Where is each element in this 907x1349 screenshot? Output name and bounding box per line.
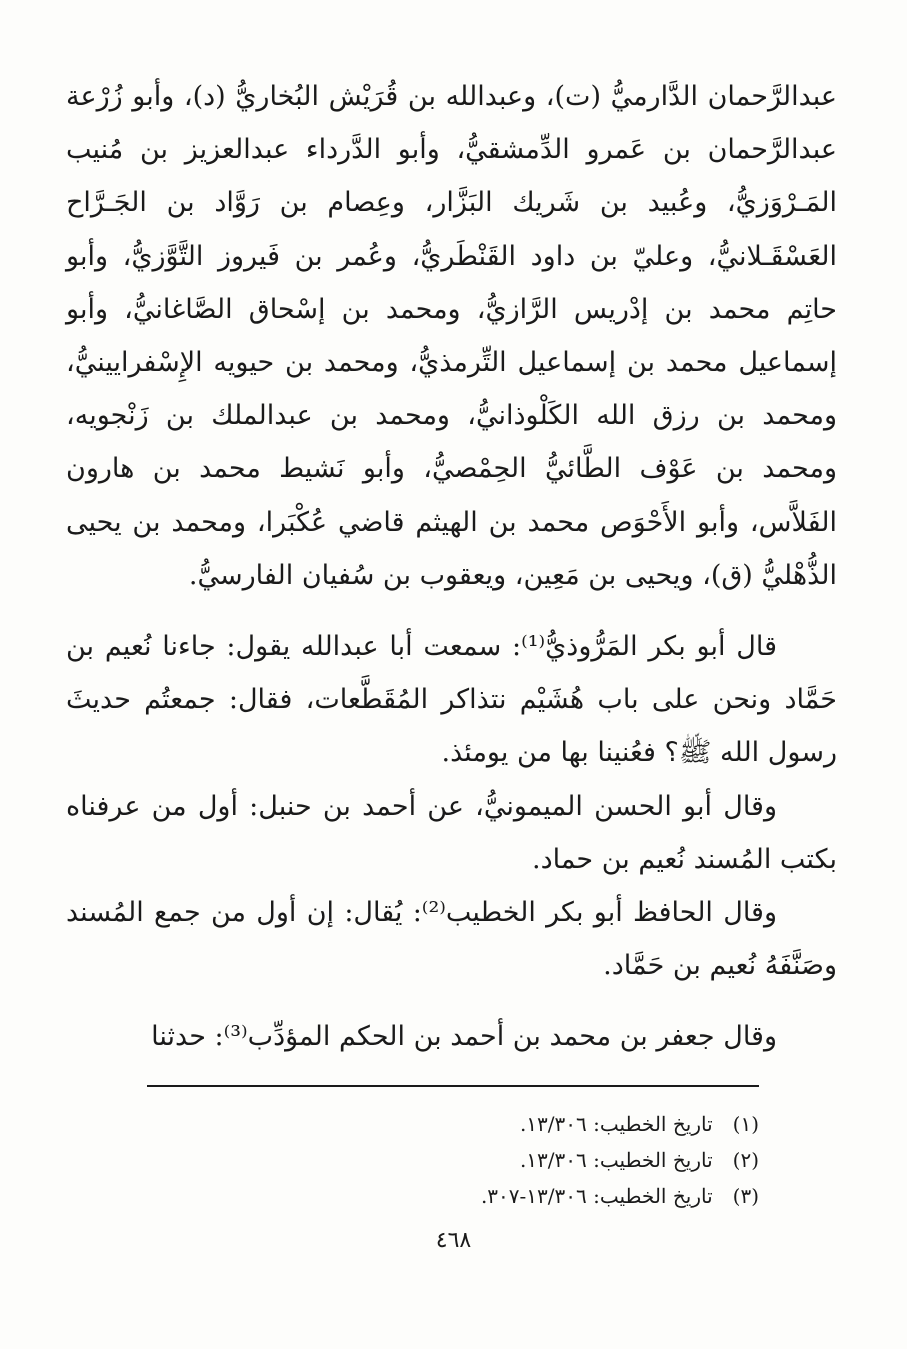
paragraph-narrators: عبدالرَّحمان الدَّارميُّ (ت)، وعبدالله بن قُرَيْش البُخاريُّ (د)، وأبو زُرْعة عبدالرَّحمان بن عَمرو الدِّمشقيُّ، وأبو الدَّرداء عبدالعزيز بن مُنيب المَـرْوَزيُّ، وعُبيد بن شَريك البَزَّار، وعِصام بن رَوَّاد بن الجَـرَّاح العَسْقَـلانيُّ، وعليّ بن داود القَنْطَريُّ، وعُمر بن فَيروز التَّوَّزيُّ، وأبو حاتِم محمد بن إدْريس الرَّازيُّ، ومحمد بن إسْحاق الصَّاغانيُّ، وأبو إسماعيل محمد بن إسماعيل التِّرمذيُّ، ومحمد بن حيويه الإِسْفرايينيُّ، ومحمد بن رزق الله الكَلْوذانيُّ، ومحمد بن عبدالملك بن زَنْجويه، ومحمد بن عَوْف الطَّائيُّ الحِمْصيُّ، وأبو نَشيط محمد بن هارون الفَلاَّس، وأبو الأَحْوَص محمد بن الهيثم قاضي عُكْبَرا، ومحمد بن يحيى الذُّهْليُّ (ق)، ويحيى بن مَعِين، ويعقوب بن سُفيان الفارسيُّ. [66,81,837,591]
paragraph-marwazi: قال أبو بكر المَرُّوذيُّ⁽¹⁾: سمعت أبا عبدالله يقول: جاءنا نُعيم بن حَمَّاد ونحن على باب هُشَيْم نتذاكر المُقَطَّعات، فقال: جمعتُم حديثَ رسول الله ﷺ؟ فعُنينا بها من يومئذ. [66,631,837,769]
paragraph-jafar: وقال جعفر بن محمد بن أحمد بن الحكم المؤدِّب⁽³⁾: حدثنا [151,1021,777,1053]
footnote-divider [147,1085,759,1087]
footnotes [147,1106,759,1214]
footnote-number: (٢) [732,1148,759,1172]
footnote-text: تاريخ الخطيب: ١٣/٣٠٦. [519,1148,713,1172]
footnote-text: تاريخ الخطيب: ١٣/٣٠٦-٣٠٧. [480,1184,713,1208]
footnote-3 [147,1178,759,1214]
footnote-2 [147,1142,759,1178]
main-text [66,70,837,1064]
footnote-1 [147,1106,759,1142]
paragraph-maymuni: وقال أبو الحسن الميمونيُّ، عن أحمد بن حنبل: أول من عرفناه بكتب المُسند نُعيم بن حماد. [66,790,837,875]
footnote-number: (٣) [732,1184,759,1208]
page-number: ٤٦٨ [435,1228,472,1253]
footnote-text: تاريخ الخطيب: ١٣/٣٠٦. [519,1112,713,1136]
footnote-number: (١) [732,1112,759,1136]
paragraph-khatib: وقال الحافظ أبو بكر الخطيب⁽²⁾: يُقال: إن أول من جمع المُسند وصَنَّفَهُ نُعيم بن حَمَّاد. [66,897,837,982]
